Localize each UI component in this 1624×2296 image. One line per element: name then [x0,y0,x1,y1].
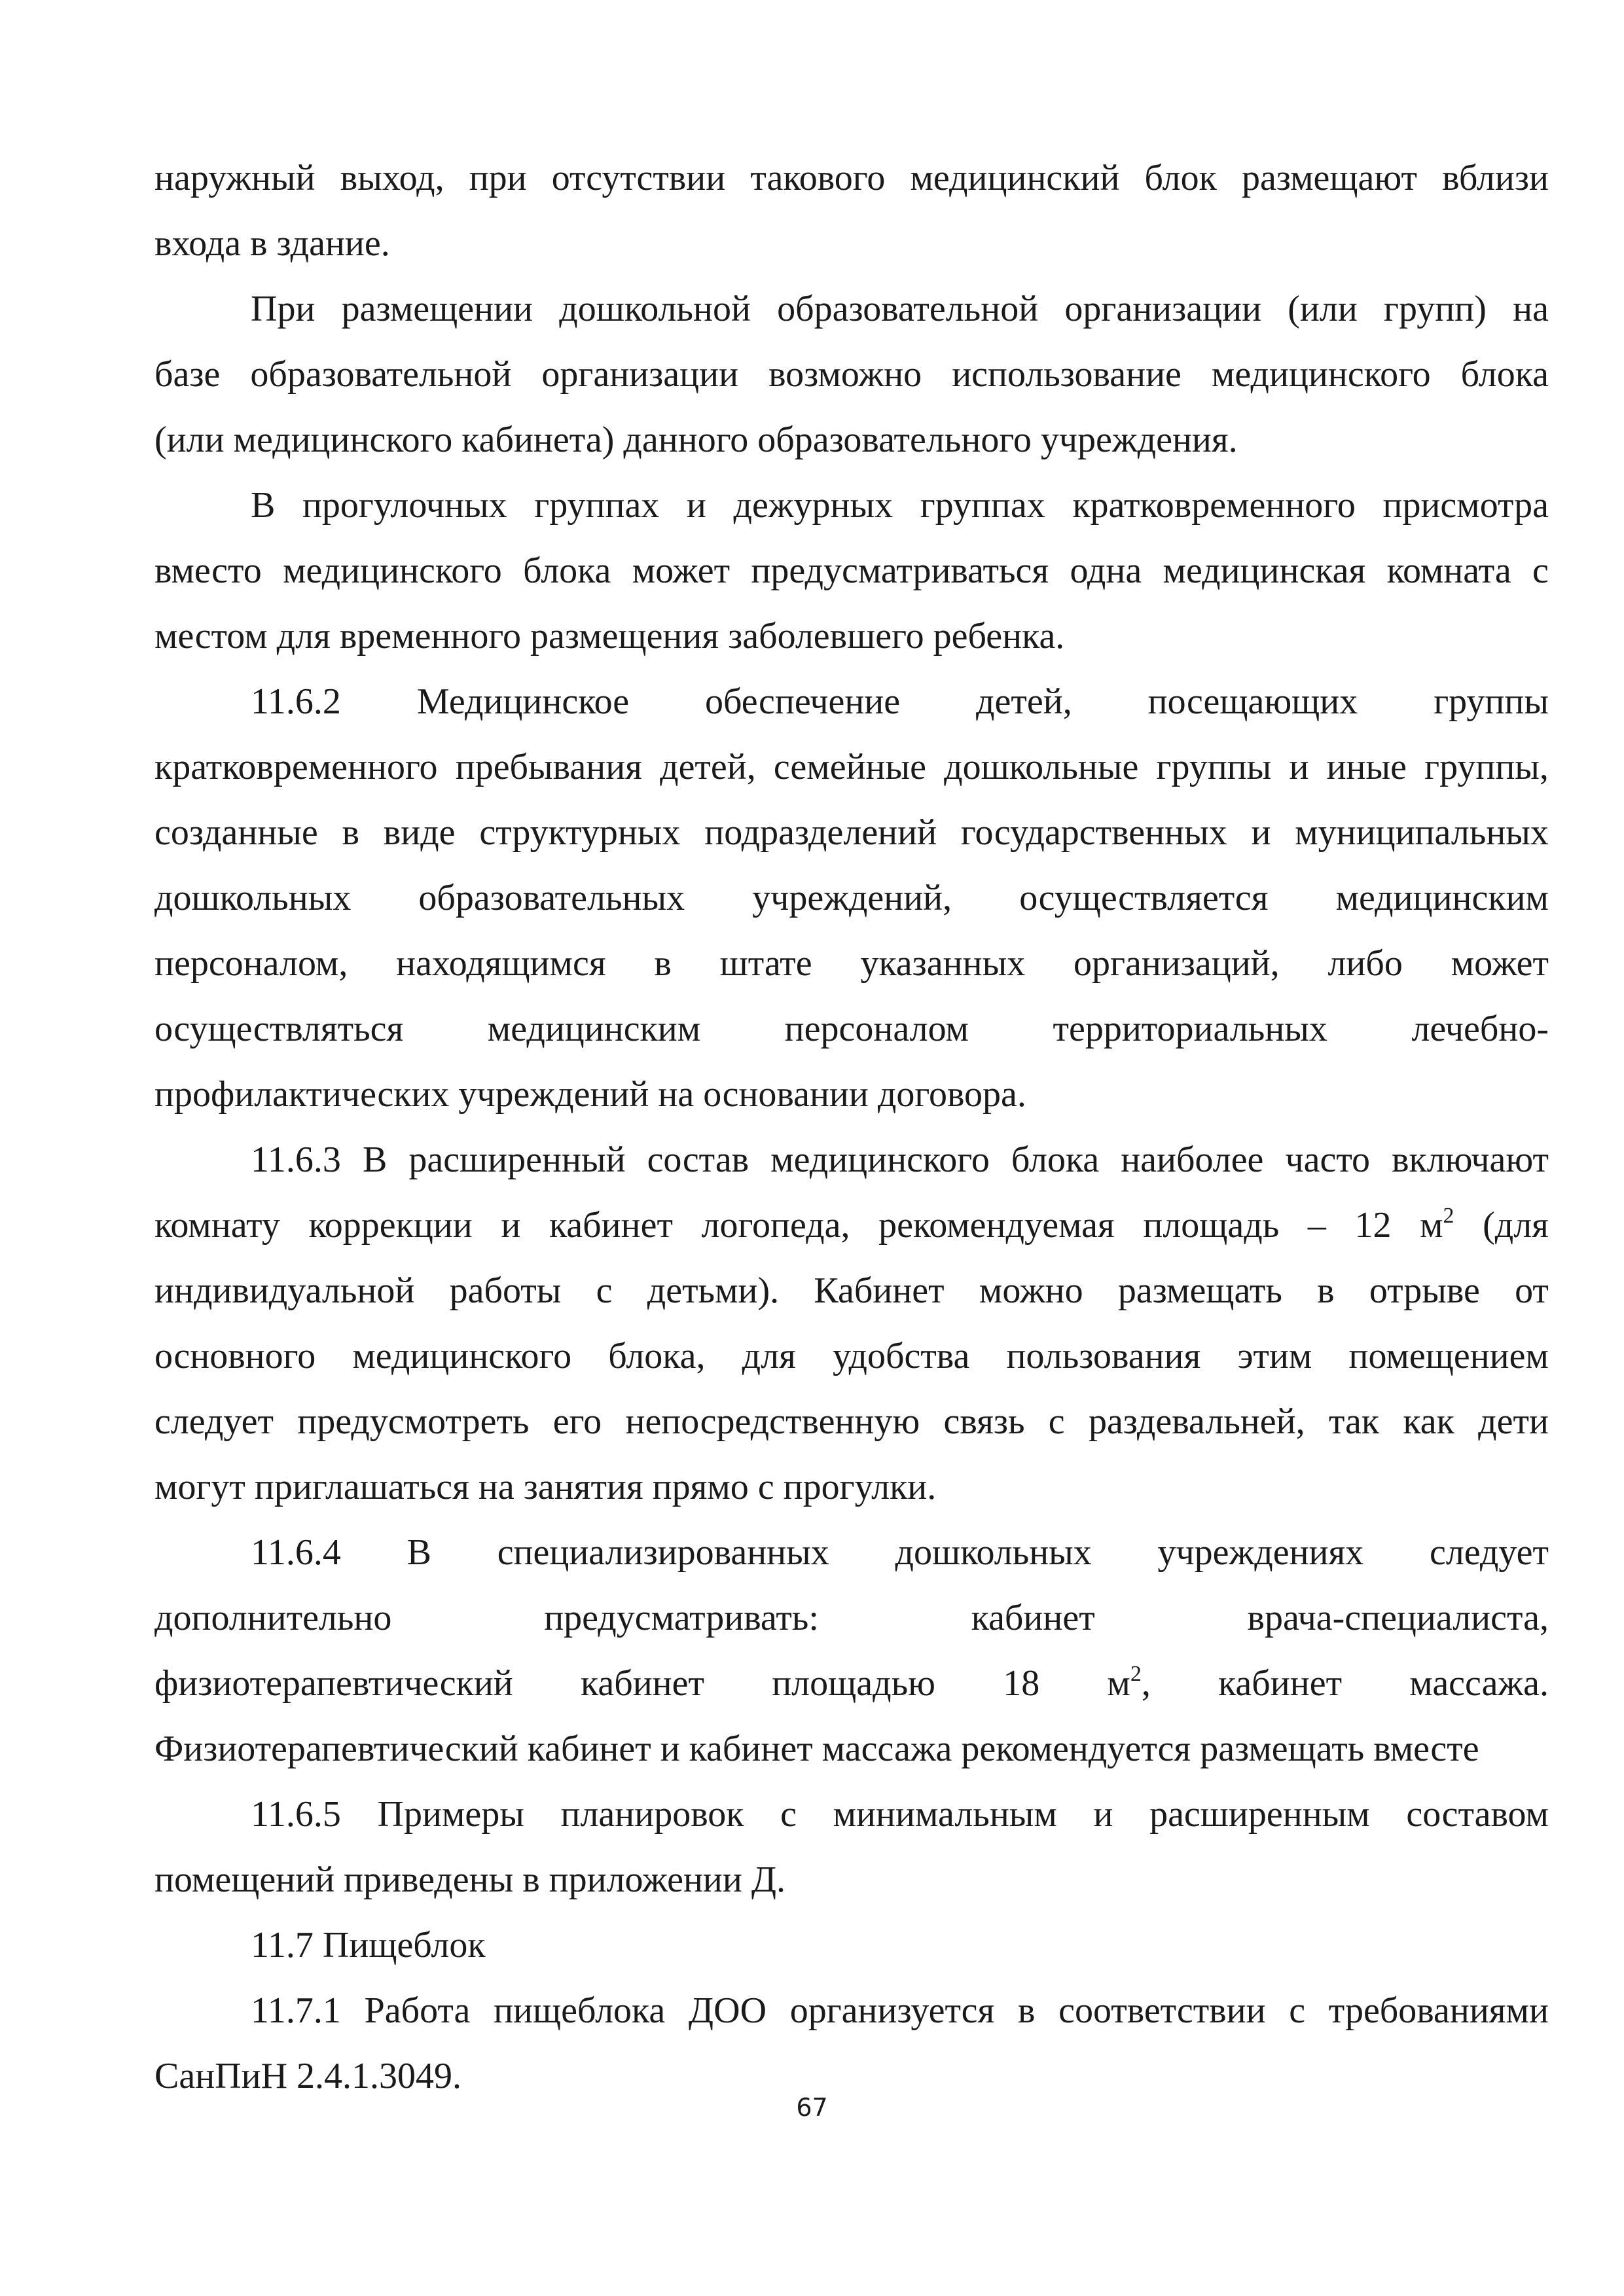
text-line [154,603,1549,669]
word: дети [1478,1401,1549,1442]
word: на [1513,289,1549,329]
word: размещения [530,616,719,656]
word: в [1017,1990,1036,2031]
word: образовательной [250,354,512,395]
word: отрыве [1369,1270,1480,1311]
word: дошкольных [895,1532,1092,1573]
word: на [658,1074,695,1115]
text-line [154,1716,1549,1782]
word: с [596,1270,613,1311]
text-line [154,145,1549,211]
superscript: 2 [1443,1204,1454,1228]
word: требованиями [1328,1990,1549,2031]
word: отсутствии [551,158,726,198]
word: непосредственную [625,1401,920,1442]
word: комнату [154,1205,280,1246]
word: учреждения. [1040,420,1238,460]
word: кабинет [549,1205,673,1246]
text-line [154,538,1549,603]
word: рекомендуемая [878,1205,1115,1246]
word: медицинского [233,420,453,460]
word: осуществляется [1019,878,1269,918]
word: структурных [479,812,681,853]
word: здание. [276,223,390,264]
text-line [154,1193,1549,1258]
word: приложении [549,1859,742,1900]
word: логопеда, [701,1205,850,1246]
text-line [154,669,1549,734]
word: Физиотерапевтический [154,1729,518,1769]
word: наружный [154,158,316,198]
word: дежурных [733,485,893,526]
word: 11.7 [251,1925,314,1965]
text-line [154,865,1549,931]
text-line [154,1782,1549,1847]
word: с [757,1467,774,1507]
word: комната [1386,550,1511,591]
word: размещают [1241,158,1417,198]
word: с [1048,1401,1065,1442]
word: следует [1429,1532,1549,1573]
word: местом [154,616,268,656]
word: группы, [1424,747,1549,787]
word: ДОО [688,1990,767,2031]
word: группы [1434,681,1549,722]
word: детей, [660,747,756,787]
word: основного [154,1336,316,1376]
word: предусматриваться [751,550,1049,591]
word: выход, [340,158,444,198]
word: соответствии [1058,1990,1266,2031]
word: медицинского [283,550,502,591]
word: Кабинет [814,1270,945,1311]
word: для [276,616,331,656]
word: так [1328,1401,1380,1442]
word: договора. [877,1074,1026,1115]
word: составом [1406,1794,1549,1835]
word: и [660,1729,680,1769]
word: связь [943,1401,1025,1442]
word: с [1289,1990,1306,2031]
word: организации [1064,289,1262,329]
word: медицинского [1211,354,1431,395]
word: группы [1156,747,1272,787]
word: медицинская [1163,550,1366,591]
word: можно [979,1270,1083,1311]
word: $м^2$ [1420,1204,1454,1246]
word: вместе [1373,1729,1479,1769]
word: могут [154,1467,245,1507]
word: В [251,485,276,526]
word: пребывания [455,747,642,787]
word: и [501,1205,521,1246]
text-line [154,1978,1549,2043]
word: часто [1285,1139,1371,1180]
text-line [154,800,1549,865]
word: В [406,1532,431,1573]
word: вблизи [1442,158,1549,198]
word: и [1251,812,1271,853]
text-line [154,473,1549,538]
word: от [1515,1270,1549,1311]
text-line [154,1585,1549,1651]
word: блок [1144,158,1217,198]
word: расширенным [1149,1794,1370,1835]
word: присмотра [1382,485,1549,526]
word: помещением [1348,1336,1549,1376]
text-line [154,342,1549,407]
word: коррекции [308,1205,473,1246]
word: удобства [833,1336,970,1376]
word: минимальным [833,1794,1057,1835]
word: в [654,943,672,984]
word: раздевальней, [1088,1401,1305,1442]
word: (или [154,420,225,460]
word: кабинет [1218,1663,1343,1704]
superscript: 2 [1130,1662,1142,1686]
word: осуществляться [154,1009,404,1049]
word: группах [534,485,660,526]
word: государственных [960,812,1227,853]
word: персоналом, [154,943,348,984]
word: использование [952,354,1182,395]
word: учреждений [458,1074,649,1115]
word: персоналом [784,1009,969,1049]
word: 18 [1003,1663,1040,1704]
word: предусматривать: [544,1598,819,1638]
word: работы [449,1270,562,1311]
word: медицинским [1335,878,1549,918]
word: заболевшего [728,616,924,656]
word: в [522,1859,540,1900]
word: кабинет [689,1729,813,1769]
word: одна [1070,550,1142,591]
word: приглашаться [254,1467,469,1507]
word: штате [719,943,812,984]
word: может [632,550,731,591]
word: (для [1483,1205,1549,1246]
word: 11.6.5 [251,1794,341,1835]
word: медицинского [770,1139,990,1180]
word: помещений [154,1859,335,1900]
word: при [469,158,527,198]
text-line [154,211,1549,276]
word: и [1093,1794,1113,1835]
document-page [154,145,1549,2109]
word: с [780,1794,797,1835]
word: с [1532,550,1549,591]
word: в [342,812,359,853]
word: блока, [608,1336,706,1376]
word: Пищеблок [322,1925,486,1965]
word: временного [339,616,521,656]
word: 11.6.4 [251,1532,341,1573]
word: Медицинское [416,681,630,722]
word: расширенный [408,1139,626,1180]
word: блока [1460,354,1549,395]
word: блока [1011,1139,1100,1180]
word: рекомендуется [961,1729,1191,1769]
word: Д. [751,1859,786,1900]
word: 11.6.3 [251,1139,341,1180]
word: прямо [652,1467,749,1507]
word: массажа [821,1729,952,1769]
word: дошкольных [154,878,352,918]
word: для [742,1336,796,1376]
word: группах [920,485,1045,526]
word: приведены [344,1859,514,1900]
word: лечебно- [1411,1009,1549,1049]
word: размещать [1117,1270,1282,1311]
word: медицинского [352,1336,572,1376]
word: $м^2$, [1107,1662,1151,1704]
word: массажа. [1409,1663,1549,1704]
word: При [251,289,316,329]
word: территориальных [1053,1009,1327,1049]
word: прогулочных [302,485,507,526]
word: врача-специалиста, [1247,1598,1549,1638]
word: обеспечение [705,681,901,722]
word: базе [154,354,221,395]
word: детьми). [647,1270,780,1311]
word: образовательного [757,420,1032,460]
text-line [154,1651,1549,1716]
word: в [250,223,268,264]
word: данного [623,420,749,460]
word: медицинский [910,158,1120,198]
word: индивидуальной [154,1270,415,1311]
word: дошкольные [944,747,1139,787]
word: виде [383,812,456,853]
text-line [154,1127,1549,1193]
word: специализированных [497,1532,829,1573]
word: планировок [560,1794,744,1835]
word: организуется [789,1990,995,2031]
text-line [154,1912,1549,1978]
word: указанных [860,943,1026,984]
word: занятия [523,1467,643,1507]
text-line [154,734,1549,800]
word: иные [1326,747,1407,787]
word: входа [154,223,242,264]
word: прогулки. [783,1467,937,1507]
word: физиотерапевтический [154,1663,513,1704]
word: основании [703,1074,869,1115]
word: предусмотреть [297,1401,530,1442]
text-line [154,1258,1549,1323]
word: пищеблока [494,1990,666,2031]
word: семейные [773,747,926,787]
word: наиболее [1121,1139,1264,1180]
word: профилактических [154,1074,450,1115]
word: Работа [364,1990,471,2031]
word: созданные [154,812,318,853]
text-line [154,931,1549,996]
word: 11.6.2 [251,681,341,722]
word: находящимся [396,943,606,984]
word: кратковременного [154,747,438,787]
word: площадь [1143,1205,1280,1246]
word: организаций, [1074,943,1280,984]
text-line [154,1323,1549,1389]
word: такового [750,158,886,198]
word: подразделений [704,812,937,853]
word: кабинет [971,1598,1095,1638]
page-number: 67 [796,2093,828,2122]
text-line [154,1389,1549,1454]
text-line [154,1062,1549,1127]
word: образовательной [777,289,1039,329]
word: площадью [772,1663,935,1704]
word: образовательных [418,878,685,918]
word: групп) [1384,289,1487,329]
word: его [552,1401,602,1442]
word: кратковременного [1072,485,1356,526]
word: и [1289,747,1309,787]
word: кабинета) [461,420,615,460]
word: дошкольной [559,289,751,329]
word: следует [154,1401,274,1442]
word: посещающих [1147,681,1358,722]
word: дополнительно [154,1598,392,1638]
word: состав [647,1139,749,1180]
word: как [1403,1401,1454,1442]
word: пользования [1006,1336,1201,1376]
word: включают [1392,1139,1549,1180]
word: организации [541,354,739,395]
word: – [1307,1205,1326,1246]
word: СанПиН [154,2056,288,2096]
word: В [362,1139,388,1180]
word: учреждений, [752,878,952,918]
word: детей, [976,681,1072,722]
text-line [154,996,1549,1062]
word: размещении [341,289,533,329]
word: может [1451,943,1549,984]
word: муниципальных [1295,812,1549,853]
text-line [154,407,1549,473]
word: либо [1327,943,1403,984]
word: и [686,485,706,526]
text-line [154,1847,1549,1912]
text-line [154,1454,1549,1520]
word: кабинет [581,1663,704,1704]
word: (или [1288,289,1358,329]
word: учреждениях [1157,1532,1364,1573]
word: кабинет [527,1729,651,1769]
word: вместо [154,550,262,591]
word: в [1317,1270,1335,1311]
text-line [154,1520,1549,1585]
word: 12 [1354,1205,1392,1246]
word: размещать [1200,1729,1365,1769]
word: этим [1237,1336,1312,1376]
word: ребенка. [933,616,1065,656]
word: на [478,1467,514,1507]
word: блока [523,550,611,591]
text-line [154,276,1549,342]
word: 11.7.1 [251,1990,341,2031]
word: возможно [768,354,922,395]
word: медицинским [487,1009,701,1049]
word: Примеры [377,1794,524,1835]
word: 2.4.1.3049. [297,2056,462,2096]
